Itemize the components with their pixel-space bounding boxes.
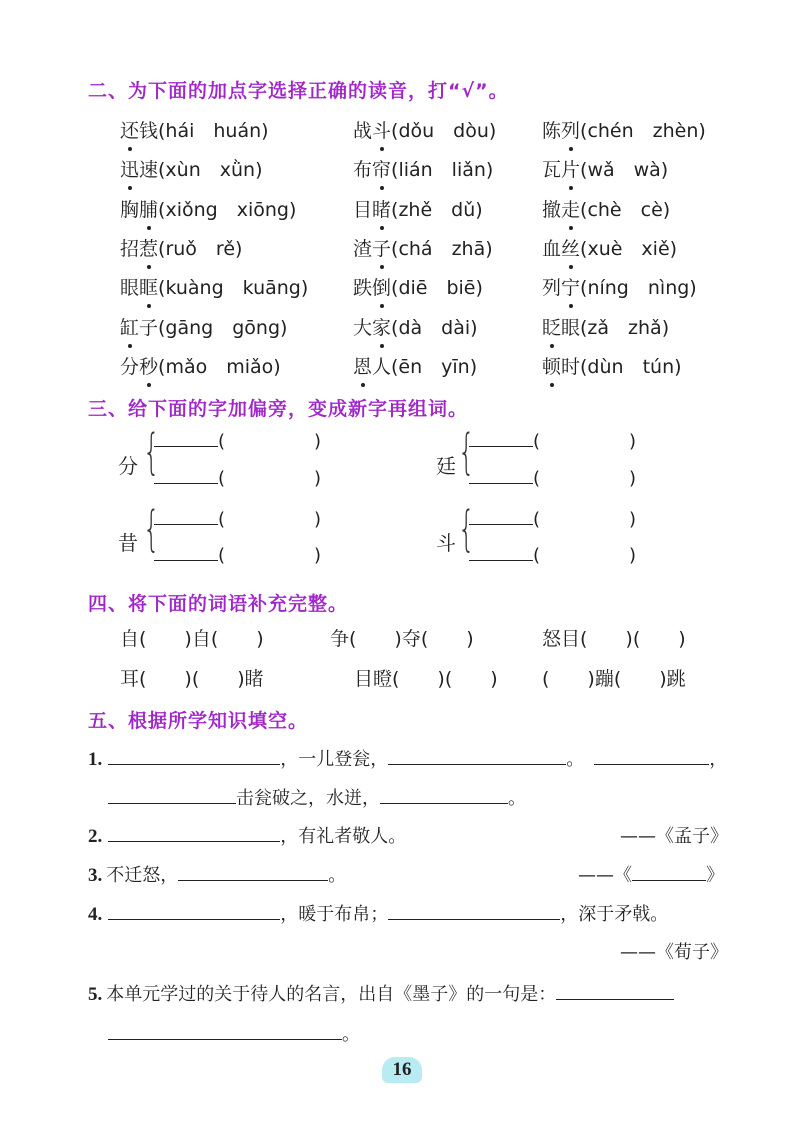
dotted-char bbox=[139, 195, 158, 222]
source-text: ——《 bbox=[578, 865, 632, 886]
question-2-source: ——《孟子》 bbox=[620, 826, 728, 847]
word-char: 陈 bbox=[542, 120, 562, 142]
source-text: 》 bbox=[706, 865, 724, 886]
paren: ( bbox=[533, 431, 541, 452]
dotted-char bbox=[561, 234, 580, 261]
answer-blank[interactable] bbox=[108, 802, 236, 804]
dotted-char bbox=[139, 234, 158, 261]
pinyin-item[interactable] bbox=[120, 195, 296, 222]
answer-blank[interactable] bbox=[388, 918, 560, 920]
dotted-char bbox=[120, 313, 139, 340]
pinyin-options: 钱(hái huán) bbox=[139, 120, 269, 142]
pinyin-item[interactable] bbox=[120, 352, 281, 379]
dotted-char bbox=[139, 273, 158, 300]
emphasis-dot bbox=[569, 265, 573, 269]
dotted-char-text: 帘 bbox=[372, 159, 392, 182]
emphasis-dot bbox=[380, 186, 384, 190]
blank[interactable] bbox=[154, 523, 218, 525]
pinyin-options: (mǎo miǎo) bbox=[158, 355, 281, 378]
question-number: 5. bbox=[88, 984, 103, 1005]
dotted-char-text: 走 bbox=[561, 198, 581, 221]
radical-row bbox=[154, 468, 225, 489]
blank[interactable] bbox=[469, 559, 533, 561]
radical-char-xi: 昔 bbox=[118, 531, 138, 555]
pinyin-options: (xuè xiě) bbox=[580, 237, 678, 260]
pinyin-options: 人(ēn yīn) bbox=[372, 355, 478, 378]
pinyin-options: 眼(zǎ zhǎ) bbox=[561, 316, 670, 339]
pinyin-item[interactable] bbox=[353, 313, 478, 340]
dotted-char bbox=[139, 352, 158, 379]
dotted-char bbox=[372, 313, 391, 340]
dotted-char-text: 缸 bbox=[120, 316, 140, 339]
pinyin-item[interactable] bbox=[353, 273, 483, 300]
dotted-char-text: 子 bbox=[372, 237, 392, 260]
dotted-char-text: 宁 bbox=[561, 277, 581, 300]
page-number: 16 bbox=[382, 1057, 422, 1083]
pinyin-options: (níng nìng) bbox=[580, 277, 697, 300]
pinyin-item[interactable] bbox=[120, 155, 263, 182]
paren: ) bbox=[629, 545, 637, 566]
dotted-char-text: 倒 bbox=[372, 277, 392, 300]
radical-row bbox=[469, 431, 540, 452]
emphasis-dot bbox=[550, 383, 554, 387]
paren: ( bbox=[533, 545, 541, 566]
question-number: 2. bbox=[88, 826, 103, 847]
question-2 bbox=[88, 822, 406, 848]
answer-blank[interactable] bbox=[108, 763, 280, 765]
pinyin-item[interactable] bbox=[120, 116, 269, 143]
paren: ) bbox=[314, 509, 322, 530]
emphasis-dot bbox=[147, 304, 151, 308]
question-1-line-2 bbox=[108, 784, 526, 810]
idiom-4: 耳( )( )睹 bbox=[120, 668, 264, 690]
dotted-char bbox=[561, 273, 580, 300]
dotted-char-text: 眶 bbox=[139, 277, 159, 300]
paren: ( bbox=[218, 468, 226, 489]
paren: ( bbox=[533, 509, 541, 530]
section-4-title: 四、将下面的词语补充完整。 bbox=[88, 593, 349, 615]
pinyin-options: (kuàng kuāng) bbox=[158, 277, 309, 300]
question-text: 不迁怒， bbox=[106, 865, 179, 886]
emphasis-dot bbox=[380, 265, 384, 269]
blank[interactable] bbox=[469, 482, 533, 484]
question-5 bbox=[88, 980, 674, 1006]
emphasis-dot bbox=[569, 304, 573, 308]
emphasis-dot bbox=[361, 383, 365, 387]
brace-fen: { bbox=[143, 424, 160, 480]
question-number: 4. bbox=[88, 904, 103, 925]
radical-row bbox=[154, 545, 225, 566]
word-char: 布 bbox=[353, 159, 373, 182]
blank[interactable] bbox=[469, 523, 533, 525]
pinyin-options: (chè cè) bbox=[580, 198, 671, 221]
question-text: ，一儿登瓮， bbox=[280, 749, 389, 770]
dotted-char-text: 顿 bbox=[542, 355, 562, 378]
radical-row bbox=[469, 545, 540, 566]
idiom-2: 争( )夺( ) bbox=[330, 628, 474, 650]
pinyin-options: (wǎ wà) bbox=[580, 159, 669, 182]
word-char: 招 bbox=[120, 237, 140, 260]
pinyin-options: (zhě dǔ) bbox=[391, 198, 483, 221]
word-char: 列 bbox=[542, 277, 562, 300]
pinyin-item[interactable] bbox=[353, 352, 477, 379]
pinyin-item[interactable] bbox=[120, 273, 308, 300]
emphasis-dot bbox=[380, 344, 384, 348]
brace-ting: { bbox=[458, 424, 475, 480]
dotted-char-text: 列 bbox=[561, 120, 581, 142]
emphasis-dot bbox=[380, 147, 384, 151]
answer-blank[interactable] bbox=[556, 998, 674, 1000]
idiom-6: ( )蹦( )跳 bbox=[542, 668, 686, 690]
question-4-source: ——《荀子》 bbox=[620, 942, 728, 963]
dotted-char bbox=[561, 116, 580, 143]
blank[interactable] bbox=[469, 445, 533, 447]
dotted-char bbox=[372, 195, 391, 222]
dotted-char-text: 睹 bbox=[372, 198, 392, 221]
pinyin-item[interactable] bbox=[120, 313, 287, 340]
dotted-char bbox=[372, 273, 391, 300]
pinyin-item[interactable] bbox=[353, 116, 496, 143]
pinyin-options: 速(xùn xǜn) bbox=[139, 159, 263, 182]
paren: ) bbox=[314, 468, 322, 489]
paren: ) bbox=[314, 431, 322, 452]
question-text: ，深于矛戟。 bbox=[560, 904, 669, 925]
pinyin-options: (dà dài) bbox=[391, 316, 478, 339]
dotted-char bbox=[561, 155, 580, 182]
pinyin-item[interactable] bbox=[542, 234, 677, 261]
pinyin-item[interactable] bbox=[353, 234, 493, 261]
emphasis-dot bbox=[128, 147, 132, 151]
question-text: 。 bbox=[342, 1024, 360, 1045]
emphasis-dot bbox=[569, 186, 573, 190]
question-text: 。 bbox=[508, 788, 526, 809]
word-char: 分 bbox=[120, 355, 140, 378]
radical-row bbox=[469, 509, 540, 530]
section-2-title: 二、为下面的加点字选择正确的读音，打“√”。 bbox=[88, 80, 509, 102]
question-text: 击瓮破之，水迸， bbox=[236, 788, 380, 809]
answer-blank[interactable] bbox=[108, 840, 280, 842]
section-5-title: 五、根据所学知识填空。 bbox=[88, 710, 309, 732]
emphasis-dot bbox=[147, 383, 151, 387]
paren: ( bbox=[218, 431, 226, 452]
dotted-char-text: 迅 bbox=[120, 159, 140, 182]
question-3-source bbox=[578, 861, 724, 887]
dotted-char bbox=[120, 155, 139, 182]
dotted-char bbox=[353, 352, 372, 379]
dotted-char-text: 片 bbox=[561, 159, 581, 182]
question-4 bbox=[88, 900, 668, 926]
idiom-3: 怒目( )( ) bbox=[542, 628, 686, 650]
word-char: 大 bbox=[353, 316, 373, 339]
question-3 bbox=[88, 861, 346, 887]
word-char: 跌 bbox=[353, 277, 373, 300]
question-1-line-1 bbox=[88, 745, 727, 771]
dotted-char bbox=[372, 234, 391, 261]
radical-row bbox=[154, 509, 225, 530]
pinyin-item[interactable] bbox=[353, 195, 483, 222]
dotted-char bbox=[542, 313, 561, 340]
pinyin-options: 时(dùn tún) bbox=[561, 355, 682, 378]
radical-row bbox=[154, 431, 225, 452]
answer-blank[interactable] bbox=[108, 918, 280, 920]
pinyin-item[interactable] bbox=[542, 313, 669, 340]
pinyin-item[interactable] bbox=[542, 195, 670, 222]
paren: ) bbox=[629, 468, 637, 489]
dotted-char bbox=[542, 352, 561, 379]
blank[interactable] bbox=[154, 482, 218, 484]
question-number: 1. bbox=[88, 749, 103, 770]
word-char: 瓦 bbox=[542, 159, 562, 182]
blank[interactable] bbox=[154, 559, 218, 561]
answer-blank[interactable] bbox=[178, 879, 328, 881]
question-5-line-2 bbox=[108, 1020, 360, 1046]
word-char: 撤 bbox=[542, 198, 562, 221]
paren: ( bbox=[533, 468, 541, 489]
dotted-char-text: 眨 bbox=[542, 316, 562, 339]
paren: ( bbox=[218, 545, 226, 566]
radical-char-ting: 廷 bbox=[436, 454, 456, 478]
question-text: 。 bbox=[566, 749, 585, 770]
idiom-1: 自( )自( ) bbox=[120, 628, 264, 650]
pinyin-options: (lián liǎn) bbox=[391, 159, 494, 182]
word-char: 眼 bbox=[120, 277, 140, 300]
answer-blank[interactable] bbox=[632, 879, 706, 881]
pinyin-options: (chén zhèn) bbox=[580, 120, 706, 142]
emphasis-dot bbox=[569, 226, 573, 230]
dotted-char bbox=[372, 116, 391, 143]
dotted-char-text: 家 bbox=[372, 316, 392, 339]
emphasis-dot bbox=[128, 344, 132, 348]
dotted-char-text: 丝 bbox=[561, 237, 581, 260]
dotted-char-text: 惹 bbox=[139, 237, 159, 260]
dotted-char-text: 斗 bbox=[372, 120, 392, 142]
dotted-char bbox=[372, 155, 391, 182]
dotted-char-text: 脯 bbox=[139, 198, 159, 221]
question-text: 。 bbox=[328, 865, 347, 886]
emphasis-dot bbox=[380, 304, 384, 308]
paren: ) bbox=[314, 545, 322, 566]
answer-blank[interactable] bbox=[388, 763, 566, 765]
pinyin-options: (xiǒng xiōng) bbox=[158, 198, 297, 221]
question-text: ，暖于布帛； bbox=[280, 904, 389, 925]
pinyin-item[interactable] bbox=[542, 273, 697, 300]
dotted-char-text: 还 bbox=[120, 120, 140, 142]
emphasis-dot bbox=[380, 226, 384, 230]
section-3-title: 三、给下面的字加偏旁，变成新字再组词。 bbox=[88, 398, 469, 420]
pinyin-item[interactable] bbox=[542, 116, 706, 143]
pinyin-options: (dǒu dòu) bbox=[391, 120, 497, 142]
question-text: ， bbox=[709, 749, 728, 770]
emphasis-dot bbox=[147, 226, 151, 230]
word-char: 胸 bbox=[120, 198, 140, 221]
word-char: 战 bbox=[353, 120, 373, 142]
paren: ) bbox=[629, 509, 637, 530]
radical-char-fen: 分 bbox=[118, 454, 138, 478]
pinyin-options: (diē biē) bbox=[391, 277, 483, 300]
question-text: ，有礼者敬人。 bbox=[280, 826, 407, 847]
word-char: 目 bbox=[353, 198, 373, 221]
paren: ) bbox=[629, 431, 637, 452]
emphasis-dot bbox=[550, 344, 554, 348]
pinyin-options: (chá zhā) bbox=[391, 237, 493, 260]
idiom-5: 目瞪( )( ) bbox=[354, 668, 498, 690]
question-text: 本单元学过的关于待人的名言，出自《墨子》的一句是： bbox=[106, 984, 557, 1005]
radical-char-dou: 斗 bbox=[436, 531, 456, 555]
word-char: 渣 bbox=[353, 237, 373, 260]
dotted-char-text: 恩 bbox=[353, 355, 373, 378]
emphasis-dot bbox=[569, 147, 573, 151]
answer-blank[interactable] bbox=[594, 763, 709, 765]
brace-dou: { bbox=[458, 501, 475, 557]
pinyin-item[interactable] bbox=[542, 155, 668, 182]
brace-xi: { bbox=[143, 501, 160, 557]
word-char: 血 bbox=[542, 237, 562, 260]
answer-blank[interactable] bbox=[108, 1038, 342, 1040]
pinyin-item[interactable] bbox=[353, 155, 493, 182]
paren: ( bbox=[218, 509, 226, 530]
pinyin-options: (ruǒ rě) bbox=[158, 237, 243, 260]
blank[interactable] bbox=[154, 445, 218, 447]
pinyin-options: 子(gāng gōng) bbox=[139, 316, 288, 339]
answer-blank[interactable] bbox=[380, 802, 508, 804]
emphasis-dot bbox=[147, 265, 151, 269]
radical-row bbox=[469, 468, 540, 489]
question-number: 3. bbox=[88, 865, 103, 886]
dotted-char-text: 秒 bbox=[139, 355, 159, 378]
pinyin-item[interactable] bbox=[120, 234, 242, 261]
dotted-char bbox=[120, 116, 139, 143]
pinyin-item[interactable] bbox=[542, 352, 682, 379]
emphasis-dot bbox=[128, 186, 132, 190]
dotted-char bbox=[561, 195, 580, 222]
